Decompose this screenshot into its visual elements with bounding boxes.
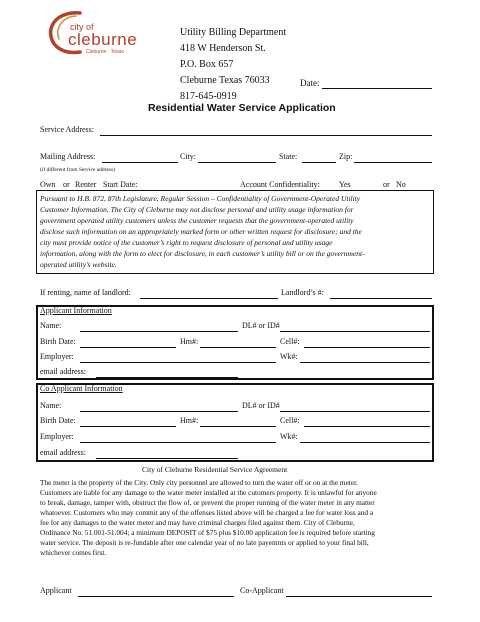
confidentiality-yes-option[interactable]: Yes [339, 180, 351, 189]
state-field[interactable] [302, 162, 336, 163]
co-applicant-wk-label: Wk#: [280, 432, 298, 441]
account-confidentiality-label: Account Confidentiality: [240, 180, 320, 189]
co-applicant-wk-field[interactable] [300, 442, 430, 443]
agreement-line: Customers are liable for any damage to the water meter installed at the cutomers property. It is unlawful for anyone [40, 488, 377, 497]
applicant-name-field[interactable] [80, 331, 238, 332]
state-label: State: [279, 152, 298, 161]
co-applicant-hm-label: Hm#: [180, 416, 199, 425]
form-title: Residential Water Service Application [148, 102, 336, 114]
legal-notice-line: government operated utility customers unless the customer requests that the government-operated utility [40, 216, 354, 225]
landlord-number-field[interactable] [330, 298, 432, 299]
or-label-1: or [63, 180, 70, 189]
applicant-signature-label: Applicant [40, 586, 72, 595]
street-address: 418 W Henderson St. [180, 43, 266, 54]
landlord-number-label: Landlord’s #: [281, 288, 324, 297]
zip-field[interactable] [354, 162, 432, 163]
applicant-birth-date-field[interactable] [80, 347, 176, 348]
co-applicant-dl-label: DL# or ID# [242, 401, 280, 410]
applicant-employer-label: Employer: [40, 352, 74, 361]
legal-notice-line: operated utility’s website. [40, 260, 117, 269]
applicant-cell-label: Cell#: [280, 337, 300, 346]
applicant-employer-field[interactable] [80, 362, 276, 363]
co-applicant-birth-date-field[interactable] [80, 426, 176, 427]
legal-notice-line: Customer Information, The City of Cleburne may not disclose personal and utility usage information for [40, 205, 354, 214]
co-applicant-email-field[interactable] [96, 458, 238, 459]
co-applicant-signature-line[interactable] [286, 596, 432, 597]
co-applicant-name-field[interactable] [80, 411, 238, 412]
legal-notice-line: disclose such information on an appropriately marked form or other written request for disclosure; and the [40, 227, 362, 236]
date-label: Date: [300, 78, 320, 88]
co-applicant-signature-label: Co-Applicant [240, 586, 284, 595]
or-label-2: or [383, 180, 390, 189]
landlord-name-label: If renting, name of landlord: [40, 288, 131, 297]
co-applicant-employer-label: Employer: [40, 432, 74, 441]
logo-city-of: city of [70, 22, 94, 32]
agreement-line: Ordinance No. 51.001-51.004; a minimum DEPOSIT of $75 plus $10.00 application fee is required before starting [40, 528, 375, 537]
applicant-dl-label: DL# or ID# [242, 321, 280, 330]
agreement-line: fee for any damages to the water meter and may have criminal charges filed against them. City of Cleburne, [40, 518, 355, 527]
applicant-cell-field[interactable] [304, 347, 430, 348]
applicant-heading: Applicant Information [40, 306, 112, 315]
phone-number: 817-645-0919 [180, 91, 237, 102]
co-applicant-hm-field[interactable] [200, 426, 276, 427]
co-applicant-heading: Co Applicant Information [40, 384, 123, 393]
applicant-wk-label: Wk#: [280, 352, 298, 361]
mailing-note: (if different from Service address) [40, 167, 116, 173]
co-applicant-cell-field[interactable] [304, 426, 430, 427]
service-address-field[interactable] [100, 135, 432, 136]
co-applicant-cell-label: Cell#: [280, 416, 300, 425]
agreement-line: whichever comes first. [40, 548, 107, 557]
agreement-line: The meter is the property of the City. Only city personnel are allowed to turn the water off or on at the meter. [40, 478, 358, 487]
applicant-signature-line[interactable] [78, 596, 234, 597]
logo-tagline: Cleburne · Texas [86, 49, 124, 55]
applicant-birth-date-label: Birth Date: [40, 337, 76, 346]
agreement-line: to break, damage, tamper with, obstruct the flow of, or prevent the proper running of the water meter in any matter [40, 498, 375, 507]
department-name: Utility Billing Department [180, 27, 287, 38]
city-label: City: [180, 152, 197, 161]
co-applicant-name-label: Name: [40, 401, 62, 410]
landlord-name-field[interactable] [140, 298, 278, 299]
applicant-info-box [36, 305, 434, 380]
applicant-hm-label: Hm#: [180, 337, 199, 346]
applicant-name-label: Name: [40, 321, 62, 330]
applicant-email-label: email address: [40, 367, 86, 376]
co-applicant-birth-date-label: Birth Date: [40, 416, 76, 425]
city-state-zip: Cleburne Texas 76033 [180, 75, 270, 86]
co-applicant-info-box [36, 383, 434, 462]
agreement-text [40, 478, 377, 558]
department-address [180, 25, 286, 105]
confidentiality-no-option[interactable]: No [396, 180, 406, 189]
legal-notice [40, 193, 365, 270]
own-option[interactable]: Own [40, 180, 56, 189]
agreement-title: City of Cleburne Residential Service Agreement [142, 465, 288, 474]
co-applicant-dl-field[interactable] [280, 411, 430, 412]
legal-notice-line: information, along with the form to elect for disclosure, in each customer’s utility bill or on the government- [40, 249, 365, 258]
logo-name: cleburne [68, 30, 138, 49]
service-address-label: Service Address: [40, 125, 94, 134]
date-line[interactable] [322, 88, 432, 89]
city-field[interactable] [198, 162, 276, 163]
legal-notice-line: city must provide notice of the customer’s right to request disclosure of personal and utility usage [40, 238, 333, 247]
applicant-wk-field[interactable] [300, 362, 430, 363]
co-applicant-employer-field[interactable] [80, 442, 276, 443]
agreement-line: whatoever. Customers who may commit any of the offenses listed above will be charged a fee for water loss and a [40, 508, 374, 517]
mailing-address-label: Mailing Address: [40, 152, 96, 161]
legal-notice-line: Pursuant to H.B. 872, 87th Legislature, Regular Session – Confidentiality of Government-Operated Utility [40, 194, 361, 203]
renter-option[interactable]: Renter [75, 180, 97, 189]
start-date-label: Start Date: [103, 180, 138, 189]
zip-label: Zip: [339, 152, 353, 161]
mailing-address-field[interactable] [102, 162, 178, 163]
applicant-email-field[interactable] [96, 377, 238, 378]
applicant-dl-field[interactable] [280, 331, 430, 332]
city-logo [40, 6, 170, 58]
applicant-hm-field[interactable] [200, 347, 276, 348]
po-box: P.O. Box 657 [180, 59, 234, 70]
agreement-line: water service. The deposit is re-fundable after one calendar year of no late payemnts or applied to your final bill, [40, 538, 369, 547]
co-applicant-email-label: email address: [40, 448, 86, 457]
